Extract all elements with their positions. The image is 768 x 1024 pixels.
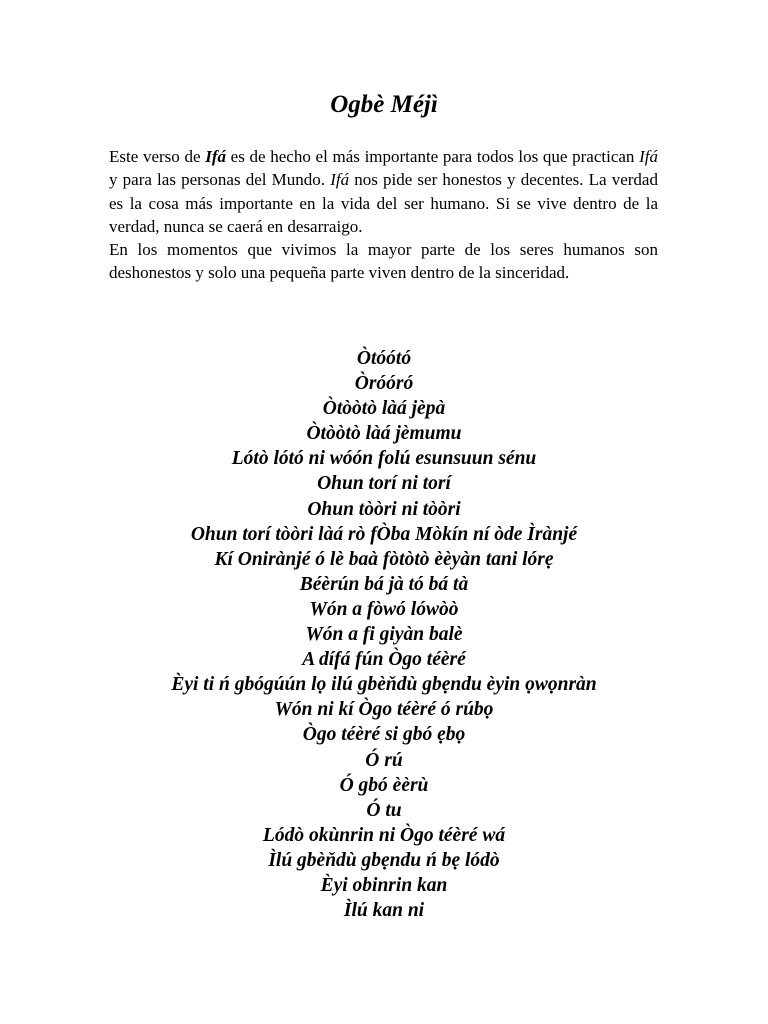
ifa-term: Ifá [639, 147, 658, 166]
verse-line: Òtòòtò làá jèmumu [306, 423, 462, 445]
verse-line: Wón a fòwó lówòò [309, 598, 459, 620]
verse-line: Òtòòtò làá jèpà [322, 398, 446, 420]
intro-paragraph-2: En los momentos que vivimos la mayor parte de los seres humanos son deshonestos y solo una pequeña parte viven dentro de la sinceridad. [109, 240, 658, 283]
verse-line: Lótò lótó ni wóón folú esunsuun sénu [231, 448, 537, 470]
verse-line: Èyi ti ń gbógúún lọ ilú gbèňdù gbẹndu èyin ọwọnràn [171, 674, 597, 696]
verse-line: Ìlú kan ni [343, 900, 425, 922]
verse-line: Béèrún bá jà tó bá tà [299, 573, 469, 595]
verse-line: Ó tu [366, 799, 402, 821]
verse-line: Lódò okùnrin ni Ògo téèré wá [262, 824, 506, 846]
verse-line: Ó gbó èèrù [339, 774, 429, 796]
intro-p1-text-e: y para las personas del Mundo. [109, 170, 331, 190]
ifa-term: Ifá [205, 147, 226, 166]
verse-line: A dífá fún Ògo téèré [302, 649, 466, 671]
verse-line: Ohun tòòri ni tòòri [307, 498, 461, 520]
verse-line: Wón ni kí Ògo téèré ó rúbọ [274, 699, 494, 721]
verse-line: Ohun torí tòòri làá rò fÒba Mòkín ní òde Ìrànjé [190, 523, 578, 545]
document-title: Ogbè Méjì [330, 91, 438, 118]
verse-block [0, 346, 768, 923]
verse-line: Kí Onirànjé ó lè baà fòtòtò èèyàn tani lórẹ [214, 548, 554, 570]
verse-line: Ògo téèré si gbó ẹbọ [302, 724, 466, 746]
verse-line: Wón a fi giyàn balè [305, 624, 463, 646]
verse-line: Òróóró [354, 373, 414, 395]
verse-line: Ìlú gbèňdù gbẹndu ń bẹ lódò [268, 849, 500, 871]
ifa-term: Ifá [330, 170, 350, 190]
intro-p1-text-g: nos pide ser honestos y decentes. La verdad es la cosa más importante en la vida del ser humano. Si se vive dentro de la verdad, nunca se caerá en desarraigo. [109, 170, 658, 236]
intro-p1-text-c: es de hecho el más importante para todos los que practican [225, 147, 640, 166]
verse-line: Èyi obinrin kan [320, 874, 448, 896]
verse-line: Ó rú [365, 749, 403, 771]
intro-p1-text-a: Este verso de [109, 147, 206, 166]
intro-text [109, 145, 658, 285]
verse-line: Ohun torí ni torí [317, 473, 451, 495]
intro-paragraph-1 [109, 145, 658, 238]
verse-line: Òtóótó [356, 348, 412, 369]
